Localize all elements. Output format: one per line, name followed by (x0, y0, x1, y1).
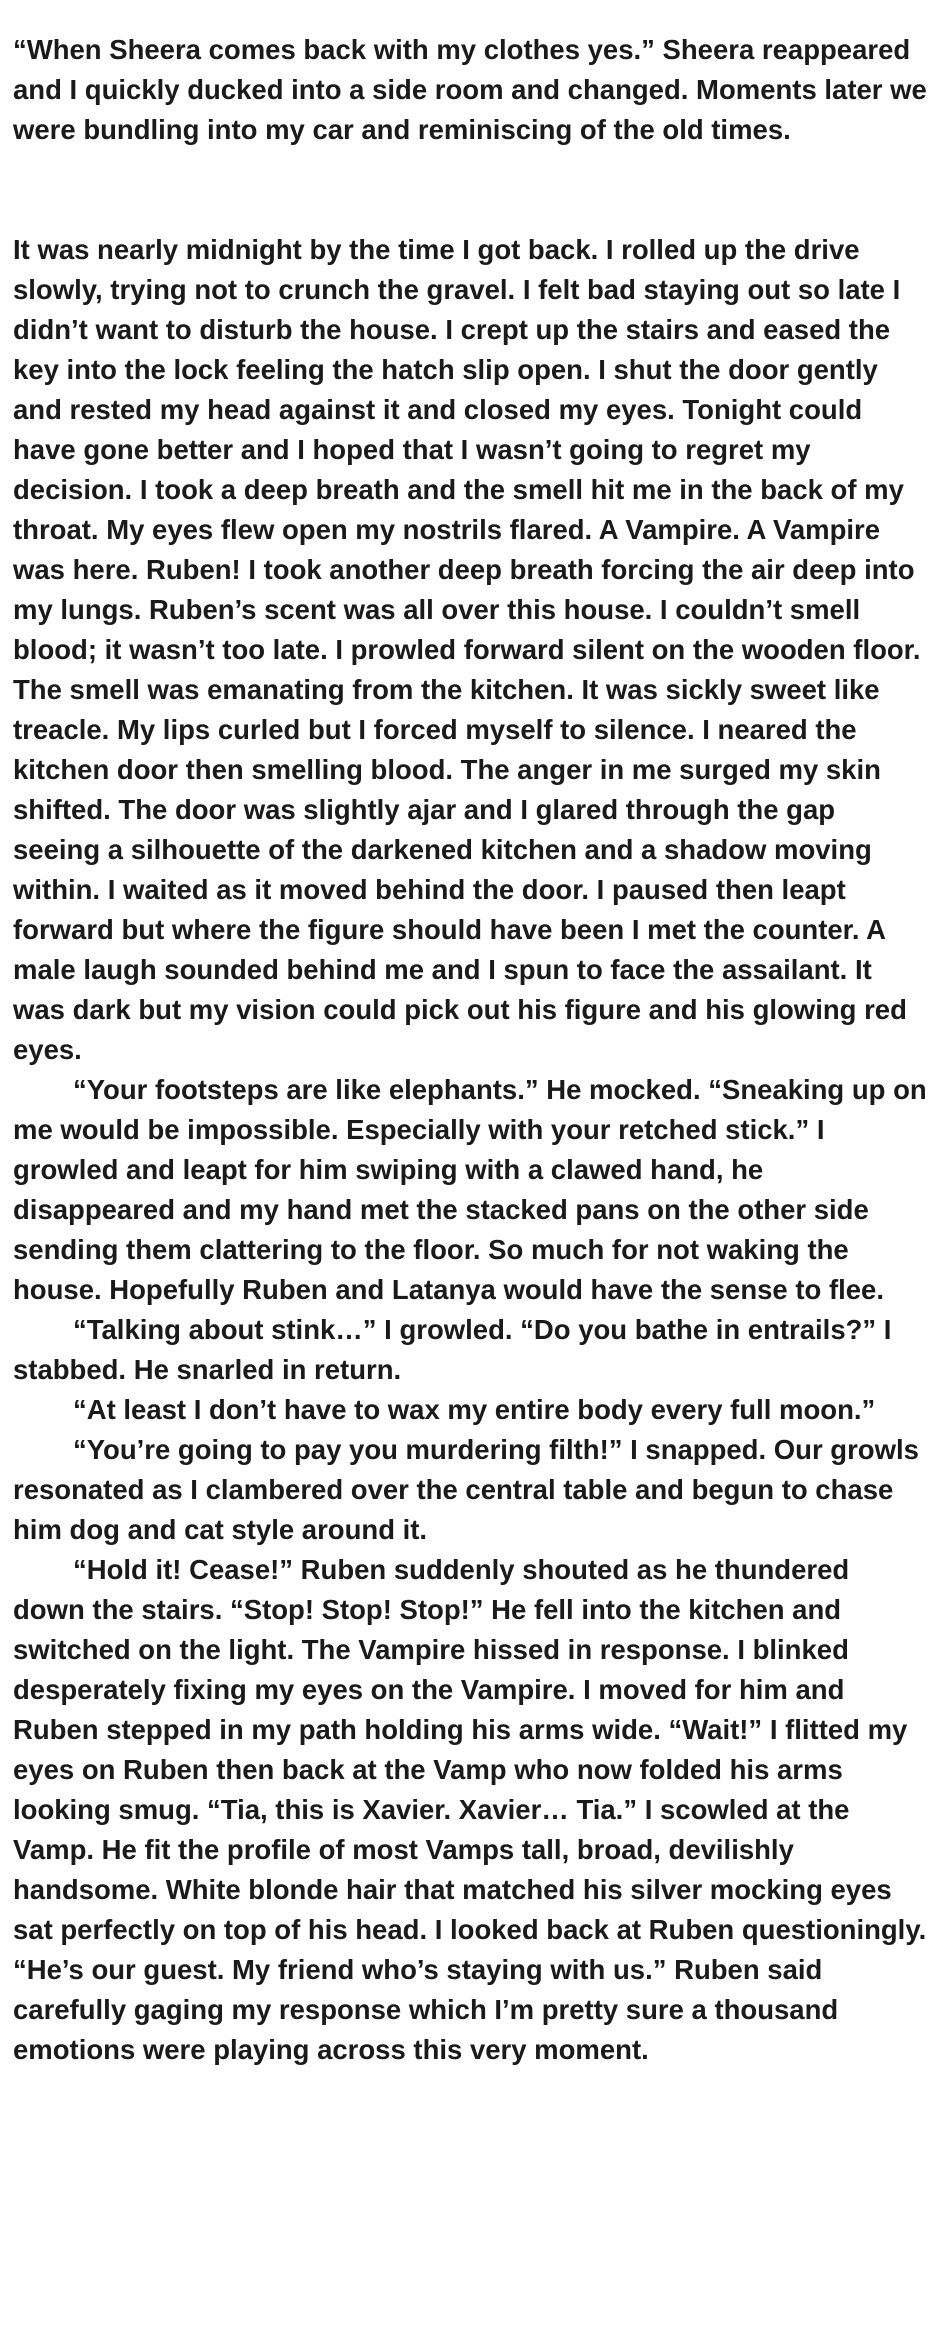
paragraph-3: “Your footsteps are like elephants.” He mocked. “Sneaking up on me would be impossible. Especially with your retched stick.” I growled and leapt for him swiping with a clawed hand, he disappeared and my hand met the stacked pans on the other side sending them clattering to the floor. So much for not waking the house. Hopefully Ruben and Latanya would have the sense to flee. (13, 1074, 927, 1305)
paragraph-5: “At least I don’t have to wax my entire body every full moon.” (73, 1394, 876, 1425)
paragraph-4: “Talking about stink…” I growled. “Do you bathe in entrails?” I stabbed. He snarled in return. (13, 1314, 892, 1385)
document-page (13, 30, 928, 2070)
paragraph-7: “Hold it! Cease!” Ruben suddenly shouted as he thundered down the stairs. “Stop! Stop! Stop!” He fell into the kitchen and switched on the light. The Vampire hissed in response. I blinked desperately fixing my eyes on the Vampire. I moved for him and Ruben stepped in my path holding his arms wide. “Wait!” I flitted my eyes on Ruben then back at the Vamp who now folded his arms looking smug. “Tia, this is Xavier. Xavier… Tia.” I scowled at the Vamp. He fit the profile of most Vamps tall, broad, devilishly handsome. White blonde hair that matched his silver mocking eyes sat perfectly on top of his head. I looked back at Ruben questioningly. “He’s our guest. My friend who’s staying with us.” Ruben said carefully gaging my response which I’m pretty sure a thousand emotions were playing across this very moment. (13, 1554, 927, 2065)
paragraph-spacer (13, 150, 928, 230)
paragraph-6: “You’re going to pay you murdering filth!” I snapped. Our growls resonated as I clambered over the central table and begun to chase him dog and cat style around it. (13, 1434, 919, 1545)
paragraph-1: “When Sheera comes back with my clothes yes.” Sheera reappeared and I quickly ducked into a side room and changed. Moments later we were bundling into my car and reminiscing of the old times. (13, 34, 927, 145)
paragraph-2: It was nearly midnight by the time I got back. I rolled up the drive slowly, trying not to crunch the gravel. I felt bad staying out so late I didn’t want to disturb the house. I crept up the stairs and eased the key into the lock feeling the hatch slip open. I shut the door gently and rested my head against it and closed my eyes. Tonight could have gone better and I hoped that I wasn’t going to regret my decision. I took a deep breath and the smell hit me in the back of my throat. My eyes flew open my nostrils flared. A Vampire. A Vampire was here. Ruben! I took another deep breath forcing the air deep into my lungs. Ruben’s scent was all over this house. I couldn’t smell blood; it wasn’t too late. I prowled forward silent on the wooden floor. The smell was emanating from the kitchen. It was sickly sweet like treacle. My lips curled but I forced myself to silence. I neared the kitchen door then smelling blood. The anger in me surged my skin shifted. The door was slightly ajar and I glared through the gap seeing a silhouette of the darkened kitchen and a shadow moving within. I waited as it moved behind the door. I paused then leapt forward but where the figure should have been I met the counter. A male laugh sounded behind me and I spun to face the assailant. It was dark but my vision could pick out his figure and his glowing red eyes. (13, 234, 921, 1065)
